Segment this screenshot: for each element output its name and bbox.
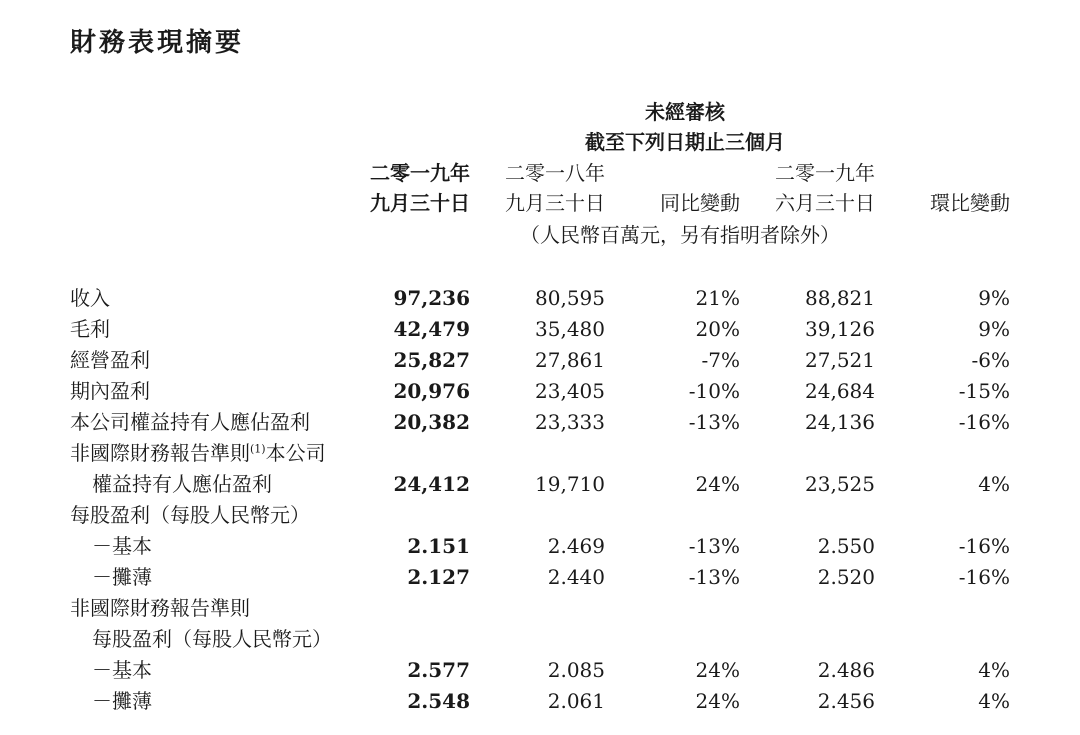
row-label-text: 毛利: [70, 317, 110, 341]
row-label-text: 每股盈利（每股人民幣元）: [70, 503, 310, 527]
col2-header-year: 二零一八年: [505, 161, 605, 185]
cell-col3: 24%: [695, 472, 740, 496]
cell-col2: 23,405: [535, 379, 605, 403]
row-label: [70, 345, 150, 376]
row-label: [92, 655, 152, 686]
col1-header-year: 二零一九年: [370, 161, 470, 185]
row-label: [70, 314, 110, 345]
table-row: [70, 531, 1030, 562]
cell-col4: 27,521: [805, 348, 875, 372]
financial-table: [70, 283, 1030, 717]
cell-col3: 24%: [695, 658, 740, 682]
cell-col2: 19,710: [535, 472, 605, 496]
cell-col2: 80,595: [535, 286, 605, 310]
col5-header: 環比變動: [930, 191, 1010, 215]
table-row: [70, 500, 1030, 531]
table-row: [70, 283, 1030, 314]
cell-col1: 25,827: [393, 348, 470, 372]
row-label: [70, 593, 250, 624]
row-label-tail: 本公司: [265, 441, 326, 465]
cell-col4: 2.486: [817, 658, 875, 682]
row-label-text: 本公司權益持有人應佔盈利: [70, 410, 310, 434]
row-label-text: 經營盈利: [70, 348, 150, 372]
cell-col2: 35,480: [535, 317, 605, 341]
cell-col4: 88,821: [805, 286, 875, 310]
cell-col2: 23,333: [535, 410, 605, 434]
row-label: [70, 438, 326, 469]
row-label-text: －基本: [92, 534, 152, 558]
table-row: [70, 314, 1030, 345]
cell-col5: -16%: [958, 534, 1010, 558]
row-label-text: －攤薄: [92, 689, 152, 713]
cell-col4: 2.456: [817, 689, 875, 713]
table-row: [70, 686, 1030, 717]
unit-note: （人民幣百萬元，另有指明者除外）: [520, 223, 840, 247]
col3-header: 同比變動: [660, 191, 740, 215]
table-row: [70, 345, 1030, 376]
cell-col5: -15%: [958, 379, 1010, 403]
cell-col1: 2.151: [407, 534, 470, 558]
col2-header-date: 九月三十日: [505, 191, 605, 215]
cell-col2: 2.085: [547, 658, 605, 682]
cell-col3: -7%: [701, 348, 740, 372]
row-label-text: 期內盈利: [70, 379, 150, 403]
cell-col3: 21%: [695, 286, 740, 310]
period-header: 截至下列日期止三個月: [585, 130, 785, 154]
cell-col1: 20,976: [393, 379, 470, 403]
row-label: [70, 283, 110, 314]
cell-col4: 24,684: [805, 379, 875, 403]
cell-col1: 2.577: [407, 658, 470, 682]
table-row: [70, 469, 1030, 500]
row-label-text: －攤薄: [92, 565, 152, 589]
row-label: [92, 624, 332, 655]
cell-col5: -16%: [958, 565, 1010, 589]
cell-col2: 27,861: [535, 348, 605, 372]
cell-col3: 20%: [695, 317, 740, 341]
row-label: [92, 562, 152, 593]
cell-col5: 9%: [978, 317, 1010, 341]
col4-header-year: 二零一九年: [775, 161, 875, 185]
cell-col4: 39,126: [805, 317, 875, 341]
cell-col1: 20,382: [393, 410, 470, 434]
cell-col1: 97,236: [393, 286, 470, 310]
table-row: [70, 438, 1030, 469]
table-row: [70, 407, 1030, 438]
table-row: [70, 624, 1030, 655]
cell-col3: -13%: [688, 565, 740, 589]
col1-header-date: 九月三十日: [370, 191, 470, 215]
cell-col1: 24,412: [393, 472, 470, 496]
footnote-marker: (1): [250, 442, 266, 456]
row-label-text: 每股盈利（每股人民幣元）: [92, 627, 332, 651]
table-row: [70, 593, 1030, 624]
cell-col5: 9%: [978, 286, 1010, 310]
row-label-text: －基本: [92, 658, 152, 682]
row-label: [70, 500, 310, 531]
cell-col2: 2.469: [547, 534, 605, 558]
table-row: [70, 655, 1030, 686]
cell-col4: 24,136: [805, 410, 875, 434]
row-label: [70, 376, 150, 407]
row-label: [92, 469, 272, 500]
page-title: 財務表現摘要: [70, 28, 245, 58]
row-label-text: 非國際財務報告準則: [70, 596, 250, 620]
cell-col5: 4%: [978, 689, 1010, 713]
unaudited-header: 未經審核: [645, 100, 725, 124]
cell-col4: 2.520: [817, 565, 875, 589]
col4-header-date: 六月三十日: [775, 191, 875, 215]
table-row: [70, 376, 1030, 407]
cell-col5: 4%: [978, 658, 1010, 682]
cell-col2: 2.061: [547, 689, 605, 713]
cell-col3: -10%: [688, 379, 740, 403]
row-label: [70, 407, 310, 438]
row-label-text: 收入: [70, 286, 110, 310]
table-row: [70, 562, 1030, 593]
cell-col3: -13%: [688, 410, 740, 434]
cell-col4: 2.550: [817, 534, 875, 558]
row-label: [92, 531, 152, 562]
cell-col1: 2.548: [407, 689, 470, 713]
cell-col4: 23,525: [805, 472, 875, 496]
cell-col3: -13%: [688, 534, 740, 558]
cell-col1: 42,479: [393, 317, 470, 341]
cell-col5: 4%: [978, 472, 1010, 496]
cell-col3: 24%: [695, 689, 740, 713]
row-label-text: 非國際財務報告準則: [70, 441, 250, 465]
row-label-text: 權益持有人應佔盈利: [92, 472, 272, 496]
row-label: [92, 686, 152, 717]
cell-col2: 2.440: [547, 565, 605, 589]
cell-col1: 2.127: [407, 565, 470, 589]
cell-col5: -16%: [958, 410, 1010, 434]
cell-col5: -6%: [971, 348, 1010, 372]
